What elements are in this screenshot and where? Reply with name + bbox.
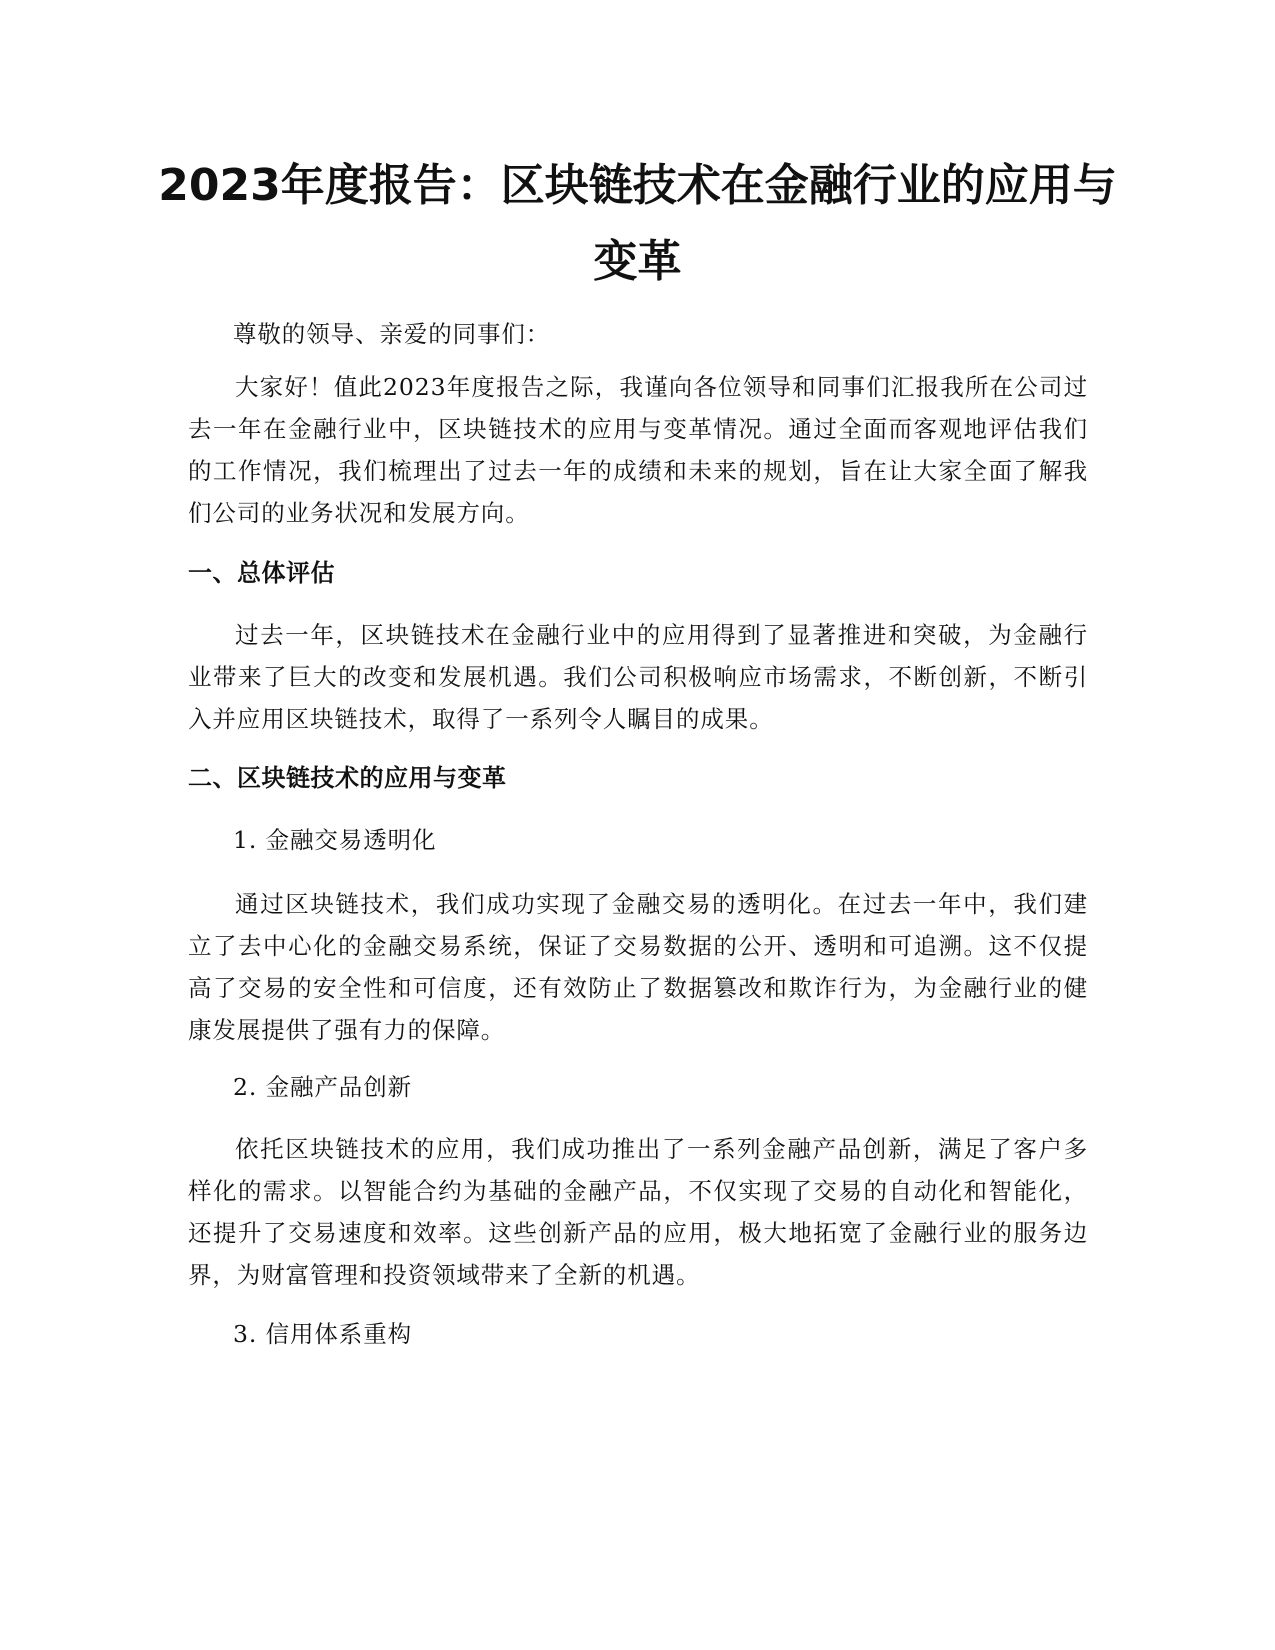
section-heading-overall-assessment: 一、总体评估 [188, 559, 335, 587]
product-innovation-paragraph: 依托区块链技术的应用，我们成功推出了一系列金融产品创新，满足了客户多样化的需求。以智能合约为基础的金融产品，不仅实现了交易的自动化和智能化，还提升了交易速度和效率。这些创新产品的应用，极大地拓宽了金融行业的服务边界，为财富管理和投资领域带来了全新的机遇。 [188, 1135, 1088, 1289]
document-title: 2023年度报告：区块链技术在金融行业的应用与变革 [158, 160, 1117, 287]
overall-assessment-paragraph: 过去一年，区块链技术在金融行业中的应用得到了显著推进和突破，为金融行业带来了巨大的改变和发展机遇。我们公司积极响应市场需求，不断创新，不断引入并应用区块链技术，取得了一系列令人瞩目的成果。 [188, 621, 1088, 733]
salutation: 尊敬的领导、亲爱的同事们： [233, 320, 551, 348]
subsection-title-credit-system: 3. 信用体系重构 [233, 1320, 412, 1348]
intro-paragraph: 大家好！值此2023年度报告之际，我谨向各位领导和同事们汇报我所在公司过去一年在金融行业中，区块链技术的应用与变革情况。通过全面而客观地评估我们的工作情况，我们梳理出了过去一年的成绩和未来的规划，旨在让大家全面了解我们公司的业务状况和发展方向。 [188, 373, 1088, 527]
subsection-title-product-innovation: 2. 金融产品创新 [233, 1073, 412, 1101]
section-heading-blockchain-application: 二、区块链技术的应用与变革 [188, 764, 507, 792]
subsection-title-transparency: 1. 金融交易透明化 [233, 826, 437, 854]
transparency-paragraph: 通过区块链技术，我们成功实现了金融交易的透明化。在过去一年中，我们建立了去中心化的金融交易系统，保证了交易数据的公开、透明和可追溯。这不仅提高了交易的安全性和可信度，还有效防止了数据篡改和欺诈行为，为金融行业的健康发展提供了强有力的保障。 [188, 890, 1088, 1044]
